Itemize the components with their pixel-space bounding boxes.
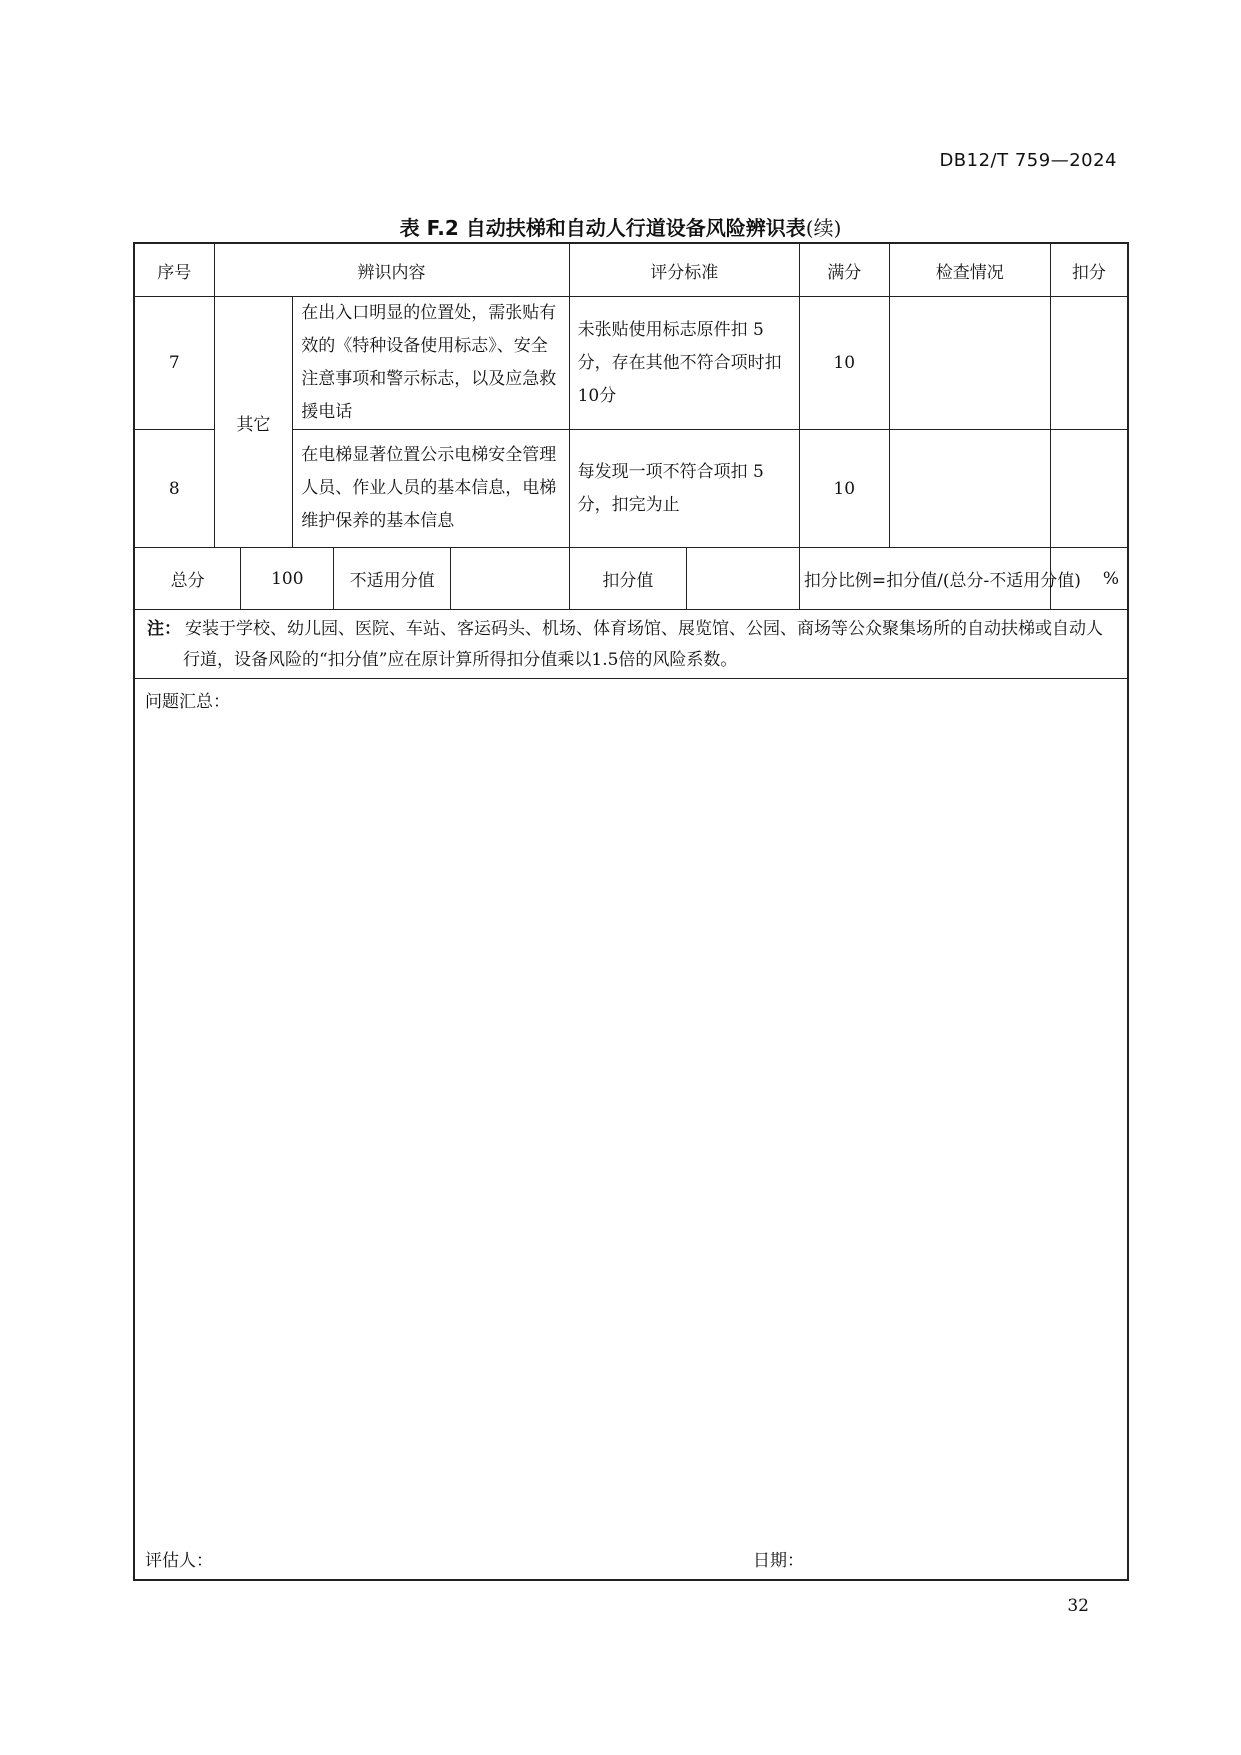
row-full-score: 10 xyxy=(799,430,889,548)
category-cell: 其它 xyxy=(214,297,293,548)
col-header-deduction: 扣分 xyxy=(1050,243,1128,297)
col-header-full-score: 满分 xyxy=(799,243,889,297)
page-number: 32 xyxy=(1067,1596,1089,1616)
total-score-label: 总分 xyxy=(134,548,241,610)
row-full-score: 10 xyxy=(799,297,889,430)
assessor-label: 评估人： xyxy=(145,1551,213,1571)
table-title-label: 表 F.2 自动扶梯和自动人行道设备风险辨识表 xyxy=(399,216,806,240)
summary-label: 问题汇总： xyxy=(145,692,230,712)
note-text: 安装于学校、幼儿园、医院、车站、客运码头、机场、体育场馆、展览馆、公园、商场等公众聚集场所的自动扶梯或自动人行道，设备风险的“扣分值”应在原计算所得扣分值乘以1.5倍的风险系数。 xyxy=(183,619,1103,670)
totals-row xyxy=(134,548,1128,610)
summary-row xyxy=(134,679,1128,1581)
col-header-content: 辨识内容 xyxy=(214,243,569,297)
table-row xyxy=(134,297,1128,430)
table-title-continued: (续) xyxy=(805,216,842,240)
deduct-ratio-unit[interactable]: % xyxy=(1050,548,1128,610)
deduct-value-cell[interactable] xyxy=(687,548,800,610)
row-inspection-cell[interactable] xyxy=(889,297,1050,430)
col-header-inspection: 检查情况 xyxy=(889,243,1050,297)
standard-code: DB12/T 759—2024 xyxy=(939,150,1117,171)
row-content: 在电梯显著位置公示电梯安全管理人员、作业人员的基本信息，电梯维护保养的基本信息 xyxy=(293,430,569,548)
row-seq: 8 xyxy=(134,430,214,548)
note-label: 注： xyxy=(147,619,181,639)
row-deduction-cell[interactable] xyxy=(1050,430,1128,548)
row-deduction-cell[interactable] xyxy=(1050,297,1128,430)
na-score-value[interactable] xyxy=(450,548,569,610)
note-row xyxy=(134,610,1128,679)
col-header-criteria: 评分标准 xyxy=(569,243,799,297)
header-row xyxy=(134,243,1128,297)
summary-cell[interactable] xyxy=(134,679,1128,1581)
row-inspection-cell[interactable] xyxy=(889,430,1050,548)
risk-identification-table xyxy=(133,242,1129,1581)
row-criteria: 每发现一项不符合项扣 5 分，扣完为止 xyxy=(569,430,799,548)
row-criteria: 未张贴使用标志原件扣 5 分，存在其他不符合项时扣10分 xyxy=(569,297,799,430)
na-score-label: 不适用分值 xyxy=(334,548,450,610)
date-label: 日期： xyxy=(753,1551,804,1571)
deduct-ratio-label: 扣分比例=扣分值/(总分-不适用分值) xyxy=(799,548,1050,610)
col-header-seq: 序号 xyxy=(134,243,214,297)
note-cell xyxy=(134,610,1128,679)
table-title xyxy=(0,212,1241,241)
deduct-value-label: 扣分值 xyxy=(569,548,687,610)
total-score-value: 100 xyxy=(241,548,334,610)
row-content: 在出入口明显的位置处，需张贴有效的《特种设备使用标志》、安全注意事项和警示标志，以及应急救援电话 xyxy=(293,297,569,430)
row-seq: 7 xyxy=(134,297,214,430)
